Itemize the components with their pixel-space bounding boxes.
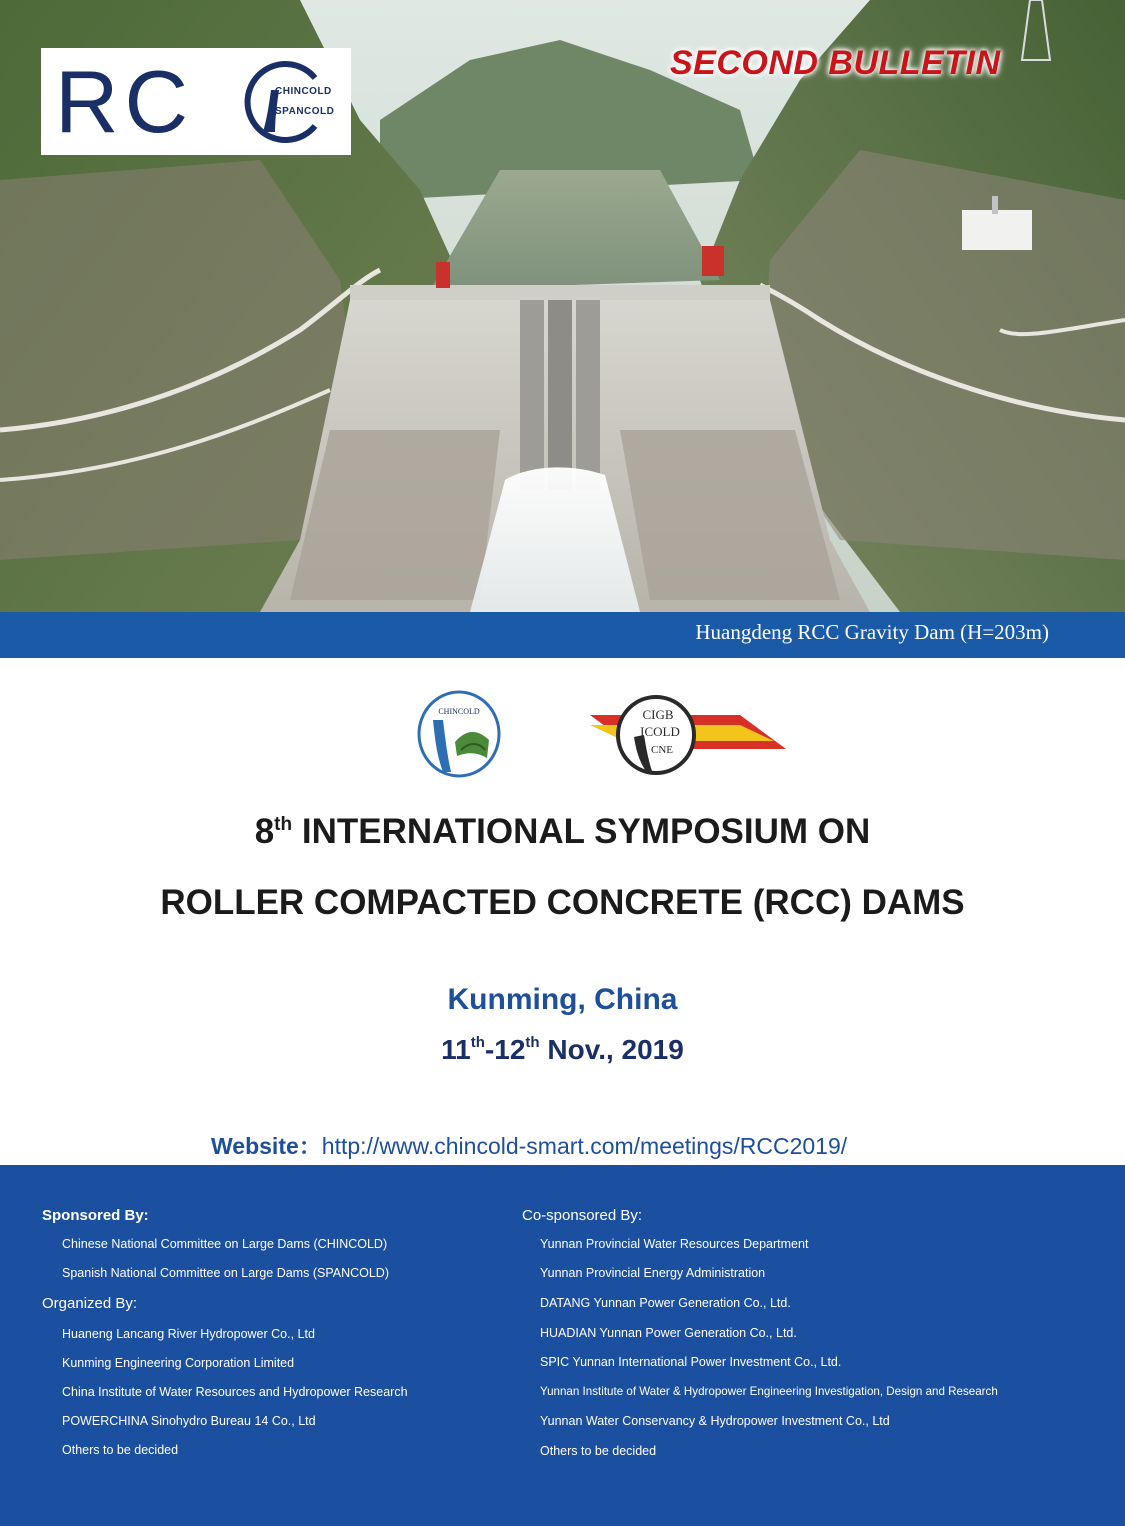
- rcc-logo-spancold: SPANCOLD: [275, 106, 335, 117]
- organizer-item: POWERCHINA Sinohydro Bureau 14 Co., Ltd: [62, 1414, 316, 1428]
- chincold-emblem-text: CHINCOLD: [438, 707, 480, 716]
- photo-caption: Huangdeng RCC Gravity Dam (H=203m): [695, 620, 1049, 644]
- sponsor-item: Spanish National Committee on Large Dams (SPANCOLD): [62, 1266, 389, 1280]
- title-line-1-text: INTERNATIONAL SYMPOSIUM ON: [301, 812, 871, 851]
- date-end-suffix: th: [525, 1034, 540, 1051]
- cosponsored-heading: Co-sponsored By:: [522, 1207, 643, 1224]
- organizer-item: China Institute of Water Resources and Hydropower Research: [62, 1385, 408, 1399]
- rcc-logo-c-mark: [241, 60, 325, 144]
- date-rest: Nov., 2019: [539, 1034, 684, 1065]
- photo-caption-band: [0, 612, 1125, 658]
- cosponsor-item: Yunnan Provincial Water Resources Department: [540, 1237, 809, 1251]
- rcc-logo-letters: RC: [55, 52, 195, 151]
- event-city: Kunming, China: [447, 983, 678, 1016]
- cosponsor-item: HUADIAN Yunnan Power Generation Co., Ltd.: [540, 1326, 797, 1340]
- date-separator: -: [484, 1034, 495, 1065]
- ordinal-suffix: th: [274, 814, 293, 835]
- organized-heading: Organized By:: [42, 1295, 138, 1312]
- cosponsor-item: Yunnan Institute of Water & Hydropower Engineering Investigation, Design and Research: [540, 1385, 998, 1398]
- website-line: [211, 1128, 847, 1161]
- cosponsor-item: Yunnan Water Conservancy & Hydropower Investment Co., Ltd: [540, 1414, 890, 1428]
- event-title-line-1: [0, 812, 1125, 852]
- cosponsor-item: DATANG Yunnan Power Generation Co., Ltd.: [540, 1296, 791, 1310]
- second-bulletin-badge: SECOND BULLETIN: [670, 44, 1001, 82]
- chincold-emblem-icon: [415, 690, 503, 778]
- cosponsor-item: Others to be decided: [540, 1444, 657, 1458]
- date-start-suffix: th: [470, 1034, 485, 1051]
- date-end: 12: [494, 1034, 526, 1065]
- date-start: 11: [441, 1034, 471, 1065]
- cigb-line-3: CNE: [651, 744, 673, 756]
- sponsors-panel: [0, 1165, 1125, 1526]
- cigb-line-1: CIGB: [642, 707, 674, 722]
- website-label: Website：: [211, 1133, 322, 1159]
- rcc-logo: [41, 48, 351, 155]
- rcc-logo-chincold: CHINCOLD: [275, 86, 332, 97]
- cigb-line-2: ICOLD: [640, 724, 680, 739]
- organizer-item: Huaneng Lancang River Hydropower Co., Ltd: [62, 1327, 315, 1341]
- ordinal-number: 8: [254, 812, 275, 851]
- cigb-icold-emblem-icon: [590, 685, 790, 785]
- event-date: [0, 1034, 1125, 1066]
- cosponsor-item: Yunnan Provincial Energy Administration: [540, 1266, 766, 1280]
- hero-photo: [0, 0, 1125, 612]
- sponsored-heading: Sponsored By:: [42, 1207, 149, 1224]
- website-url[interactable]: http://www.chincold-smart.com/meetings/RCC2019/: [321, 1133, 848, 1159]
- cosponsor-item: SPIC Yunnan International Power Investment Co., Ltd.: [540, 1355, 842, 1369]
- event-title-line-2: ROLLER COMPACTED CONCRETE (RCC) DAMS: [160, 883, 965, 922]
- sponsor-item: Chinese National Committee on Large Dams (CHINCOLD): [62, 1237, 388, 1251]
- organizer-item: Others to be decided: [62, 1443, 179, 1457]
- organizer-item: Kunming Engineering Corporation Limited: [62, 1356, 295, 1370]
